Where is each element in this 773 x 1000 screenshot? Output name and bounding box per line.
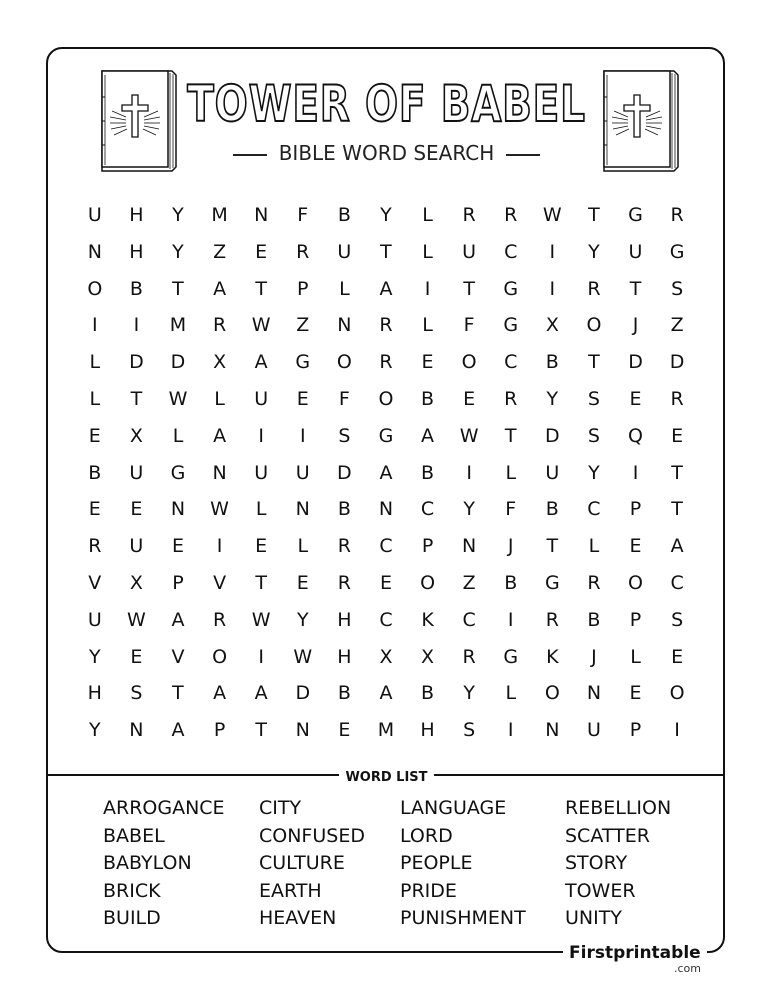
grid-cell[interactable]: R (337, 535, 351, 558)
grid-cell[interactable]: Y (463, 682, 475, 705)
grid-cell[interactable]: A (379, 461, 393, 484)
word-item: CONFUSED (259, 824, 365, 847)
grid-cell[interactable]: B (545, 351, 559, 374)
grid-cell[interactable]: C (462, 608, 476, 631)
brand-suffix: .com (674, 962, 701, 975)
word-item: LANGUAGE (400, 797, 507, 819)
grid-cell[interactable]: H (129, 240, 144, 263)
grid-cell[interactable]: A (254, 351, 268, 374)
grid-cell[interactable]: L (422, 314, 433, 337)
grid-cell[interactable]: O (420, 571, 436, 594)
grid-cell[interactable]: Y (463, 498, 475, 521)
grid-cell[interactable]: T (671, 498, 683, 521)
grid-cell[interactable]: C (670, 571, 684, 594)
grid-cell[interactable]: D (337, 461, 352, 484)
grid-cell[interactable]: U (545, 461, 560, 484)
grid-cell[interactable]: T (588, 351, 600, 374)
grid-cell[interactable]: Y (172, 204, 184, 226)
grid-cell[interactable]: E (130, 498, 143, 521)
grid-cell[interactable]: P (629, 719, 642, 742)
grid-cell[interactable]: Y (546, 387, 559, 410)
grid-cell[interactable]: O (336, 351, 352, 374)
grid-cell[interactable]: Y (588, 461, 600, 484)
grid-cell[interactable]: B (337, 682, 351, 705)
grid-cell[interactable]: E (88, 424, 101, 447)
grid-cell[interactable]: E (130, 645, 143, 668)
divider (506, 154, 540, 156)
grid-cell[interactable]: I (91, 314, 98, 337)
grid-cell[interactable]: I (133, 314, 140, 337)
grid-cell[interactable]: L (630, 645, 641, 668)
grid-cell[interactable]: L (172, 424, 184, 447)
grid-cell[interactable]: A (213, 682, 227, 705)
word-item: BABEL (103, 824, 165, 847)
letter-grid[interactable] (74, 199, 699, 751)
grid-cell[interactable]: E (255, 240, 268, 263)
grid-cell[interactable]: Q (628, 424, 643, 447)
grid-cell[interactable]: I (258, 645, 264, 668)
grid-cell[interactable]: R (545, 608, 559, 631)
word-column (259, 795, 365, 933)
grid-cell[interactable]: P (213, 719, 226, 742)
grid-cell[interactable]: P (629, 498, 642, 521)
grid-cell[interactable]: I (674, 719, 680, 742)
grid-cell[interactable]: E (338, 719, 351, 742)
grid-cell[interactable]: O (544, 682, 560, 705)
grid-cell[interactable]: D (170, 351, 186, 374)
grid-cell[interactable]: O (461, 351, 477, 374)
grid-cell[interactable]: J (507, 535, 514, 558)
grid-cell[interactable]: L (422, 204, 433, 226)
grid-cell[interactable]: P (629, 608, 642, 631)
grid-cell[interactable]: B (337, 204, 351, 226)
grid-cell[interactable]: T (172, 277, 184, 300)
grid-cell[interactable]: N (378, 498, 394, 521)
grid-cell[interactable]: G (544, 571, 560, 594)
grid-cell[interactable]: T (504, 424, 517, 447)
grid-cell[interactable]: Z (462, 571, 476, 594)
grid-cell[interactable]: T (546, 535, 559, 558)
page-subtitle (0, 140, 773, 166)
grid-cell[interactable]: I (632, 461, 639, 484)
word-item: PUNISHMENT (400, 907, 526, 930)
grid-cell[interactable]: O (87, 277, 103, 300)
grid-cell[interactable]: E (671, 424, 684, 447)
grid-cell[interactable]: U (87, 204, 102, 226)
grid-cell[interactable]: K (421, 608, 434, 631)
grid-cell[interactable]: R (587, 571, 601, 594)
grid-cell[interactable]: V (213, 571, 227, 594)
grid-cell[interactable]: T (172, 682, 184, 705)
grid-cell[interactable]: L (422, 240, 433, 263)
grid-cell[interactable]: F (338, 387, 350, 410)
grid-cell[interactable]: H (420, 719, 435, 742)
grid-cell[interactable]: I (507, 719, 514, 742)
grid-cell[interactable]: D (295, 682, 311, 705)
grid-cell[interactable]: L (89, 351, 101, 374)
grid-cell[interactable]: N (170, 498, 186, 521)
grid-cell[interactable]: O (212, 645, 228, 668)
grid-cell[interactable]: B (421, 387, 435, 410)
grid-cell[interactable]: Z (296, 314, 310, 337)
grid-cell[interactable]: U (586, 719, 601, 742)
grid-cell[interactable]: T (463, 277, 475, 300)
grid-cell[interactable]: Y (88, 719, 101, 742)
word-item: BABYLON (103, 852, 192, 875)
grid-cell[interactable]: U (254, 461, 269, 484)
grid-cell[interactable]: N (462, 535, 477, 558)
grid-cell[interactable]: A (213, 277, 227, 300)
grid-cell[interactable]: R (462, 645, 476, 668)
grid-cell[interactable]: G (378, 424, 394, 447)
grid-cell[interactable]: I (549, 240, 556, 263)
grid-cell[interactable]: G (295, 351, 311, 374)
grid-cell[interactable]: R (379, 351, 393, 374)
grid-cell[interactable]: T (255, 719, 267, 742)
grid-cell[interactable]: P (297, 277, 309, 300)
grid-cell[interactable]: A (670, 535, 684, 558)
word-item: UNITY (565, 907, 622, 930)
grid-cell[interactable]: S (463, 719, 476, 742)
word-item: CULTURE (259, 852, 345, 875)
grid-cell[interactable]: X (545, 314, 559, 337)
grid-cell[interactable]: W (126, 608, 146, 631)
grid-cell[interactable]: W (168, 387, 188, 410)
grid-cell[interactable]: N (254, 204, 269, 226)
grid-cell[interactable]: R (504, 387, 518, 410)
grid-cell[interactable]: G (503, 314, 519, 337)
word-item: REBELLION (565, 797, 672, 819)
grid-cell[interactable]: S (671, 608, 684, 631)
grid-cell[interactable]: L (505, 682, 517, 705)
grid-cell[interactable]: I (424, 277, 431, 300)
grid-cell[interactable]: T (130, 387, 143, 410)
word-item: SCATTER (565, 824, 650, 847)
grid-cell[interactable]: H (129, 204, 144, 226)
page-title: TOWER OF BABEL (187, 75, 586, 133)
grid-cell[interactable]: U (337, 240, 352, 263)
grid-cell[interactable]: U (254, 387, 269, 410)
grid-cell[interactable]: D (669, 351, 685, 374)
grid-cell[interactable]: E (255, 535, 268, 558)
grid-cell[interactable]: E (629, 387, 642, 410)
grid-cell[interactable]: M (169, 314, 187, 337)
word-item: PRIDE (400, 879, 457, 902)
grid-cell[interactable]: W (210, 498, 229, 521)
grid-cell[interactable]: L (214, 387, 225, 410)
grid-cell[interactable]: S (130, 682, 143, 705)
grid-cell[interactable]: W (293, 645, 313, 668)
word-item: BRICK (103, 879, 161, 902)
grid-cell[interactable]: B (88, 461, 102, 484)
grid-cell[interactable]: I (216, 535, 223, 558)
grid-cell[interactable]: B (587, 608, 601, 631)
word-item: ARROGANCE (103, 797, 225, 819)
subtitle-text: BIBLE WORD SEARCH (278, 141, 495, 165)
grid-cell[interactable]: S (587, 387, 600, 410)
grid-cell[interactable]: F (505, 498, 517, 521)
grid-cell[interactable]: T (588, 204, 600, 226)
grid-cell[interactable]: R (212, 314, 227, 337)
grid-cell[interactable]: A (421, 424, 435, 447)
grid-cell[interactable]: X (213, 351, 227, 374)
grid-cell[interactable]: E (296, 387, 309, 410)
grid-cell[interactable]: H (337, 608, 352, 631)
grid-cell[interactable]: X (421, 645, 435, 668)
grid-cell[interactable]: F (463, 314, 475, 337)
word-item: STORY (565, 852, 628, 875)
grid-cell[interactable]: L (89, 387, 101, 410)
word-column (103, 795, 225, 933)
grid-cell[interactable]: G (170, 461, 186, 484)
grid-cell[interactable]: S (338, 424, 351, 447)
grid-cell[interactable]: W (251, 314, 271, 337)
grid-cell[interactable]: D (129, 351, 144, 374)
grid-cell[interactable]: E (421, 351, 434, 374)
grid-cell[interactable]: E (463, 387, 476, 410)
grid-cell[interactable]: B (421, 682, 435, 705)
grid-cell[interactable]: Y (380, 204, 392, 226)
grid-cell[interactable]: C (379, 535, 393, 558)
grid-cell[interactable]: O (586, 314, 602, 337)
grid-cell[interactable]: M (377, 719, 395, 742)
grid-cell[interactable]: U (129, 461, 144, 484)
grid-cell[interactable]: E (671, 645, 684, 668)
word-item: EARTH (259, 879, 322, 902)
grid-cell[interactable]: J (591, 645, 597, 668)
grid-cell[interactable]: P (421, 535, 434, 558)
grid-cell[interactable]: W (459, 424, 479, 447)
word-item: TOWER (565, 879, 636, 902)
grid-cell[interactable]: T (255, 571, 267, 594)
grid-cell[interactable]: F (297, 204, 309, 226)
grid-cell[interactable]: N (129, 719, 144, 742)
grid-cell[interactable]: H (337, 645, 352, 668)
grid-cell[interactable]: U (295, 461, 310, 484)
grid-cell[interactable]: N (295, 498, 310, 521)
word-column (400, 795, 526, 933)
grid-cell[interactable]: N (337, 314, 352, 337)
grid-cell[interactable]: E (629, 535, 642, 558)
grid-cell[interactable]: D (628, 351, 643, 374)
grid-cell[interactable]: A (379, 682, 393, 705)
grid-cell[interactable]: N (586, 682, 602, 705)
grid-cell[interactable]: O (628, 571, 643, 594)
grid-cell[interactable]: W (251, 608, 271, 631)
grid-cell[interactable]: A (213, 424, 227, 447)
grid-cell[interactable]: T (380, 240, 392, 263)
grid-cell[interactable]: E (88, 498, 101, 521)
grid-cell[interactable]: W (542, 204, 562, 226)
grid-cell[interactable]: X (129, 571, 143, 594)
grid-cell[interactable]: I (549, 277, 556, 300)
grid-cell[interactable]: U (628, 240, 643, 263)
grid-cell[interactable]: G (503, 645, 519, 668)
grid-cell[interactable]: R (670, 387, 684, 410)
grid-cell[interactable]: M (211, 204, 228, 226)
grid-cell[interactable]: C (420, 498, 435, 521)
grid-cell[interactable]: K (546, 645, 559, 668)
grid-cell[interactable]: S (587, 424, 600, 447)
grid-cell[interactable]: L (297, 535, 309, 558)
grid-cell[interactable]: N (212, 461, 227, 484)
grid-cell[interactable]: H (87, 682, 102, 705)
grid-cell[interactable]: X (129, 424, 143, 447)
grid-cell[interactable]: C (504, 240, 518, 263)
grid-cell[interactable]: L (339, 277, 350, 300)
grid-cell[interactable]: O (378, 387, 394, 410)
grid-cell[interactable]: Z (213, 240, 227, 263)
grid-cell[interactable]: B (545, 498, 559, 521)
grid-cell[interactable]: R (88, 535, 102, 558)
grid-cell[interactable]: A (171, 608, 185, 631)
grid-cell[interactable]: C (587, 498, 601, 521)
grid-cell[interactable]: R (337, 571, 351, 594)
grid-cell[interactable]: U (87, 608, 102, 631)
grid-cell[interactable]: E (171, 535, 184, 558)
grid-cell[interactable]: R (462, 204, 476, 226)
grid-cell[interactable]: A (379, 277, 393, 300)
grid-cell[interactable]: B (504, 571, 518, 594)
grid-cell[interactable]: Y (88, 645, 101, 668)
grid-cell[interactable]: R (504, 204, 518, 226)
grid-cell[interactable]: I (258, 424, 264, 447)
grid-cell[interactable]: L (588, 535, 600, 558)
grid-cell[interactable]: Z (670, 314, 684, 337)
grid-cell[interactable]: U (129, 535, 144, 558)
word-item: PEOPLE (400, 852, 473, 875)
brand-logo: Firstprintable (563, 942, 707, 964)
grid-cell[interactable]: T (671, 461, 683, 484)
grid-cell[interactable]: A (254, 682, 268, 705)
grid-cell[interactable]: B (129, 277, 143, 300)
grid-cell[interactable]: B (337, 498, 351, 521)
grid-cell[interactable]: C (504, 351, 518, 374)
word-item: CITY (259, 797, 302, 819)
word-list (103, 795, 703, 935)
word-column (565, 795, 671, 933)
word-item: BUILD (103, 907, 161, 930)
grid-cell[interactable]: S (671, 277, 684, 300)
grid-cell[interactable]: J (632, 314, 639, 337)
grid-cell[interactable]: X (379, 645, 393, 668)
grid-cell[interactable]: Y (296, 608, 309, 631)
grid-cell[interactable]: R (379, 314, 393, 337)
grid-cell[interactable]: T (629, 277, 642, 300)
grid-cell[interactable]: G (503, 277, 519, 300)
grid-cell[interactable]: E (379, 571, 392, 594)
grid-cell[interactable]: T (255, 277, 267, 300)
grid-cell[interactable]: E (629, 682, 642, 705)
grid-cell[interactable]: Y (172, 240, 184, 263)
word-list-heading: WORD LIST (339, 770, 433, 785)
grid-cell[interactable]: E (296, 571, 309, 594)
grid-cell[interactable]: D (545, 424, 560, 447)
grid-cell[interactable]: U (462, 240, 477, 263)
grid-cell[interactable]: R (587, 277, 601, 300)
grid-cell[interactable]: R (670, 204, 684, 226)
grid-cell[interactable]: V (88, 571, 102, 594)
grid-cell[interactable]: R (212, 608, 227, 631)
grid-cell[interactable]: L (505, 461, 517, 484)
grid-cell[interactable]: B (421, 461, 435, 484)
grid-cell[interactable]: C (379, 608, 393, 631)
grid-cell[interactable]: O (669, 682, 685, 705)
grid-cell[interactable]: Y (588, 240, 600, 263)
grid-cell[interactable]: A (171, 719, 185, 742)
grid-cell[interactable]: G (669, 240, 685, 263)
grid-cell[interactable]: N (295, 719, 310, 742)
grid-cell[interactable]: I (507, 608, 514, 631)
grid-cell[interactable]: L (255, 498, 267, 521)
grid-cell[interactable]: I (299, 424, 306, 447)
word-item: HEAVEN (259, 907, 337, 930)
grid-cell[interactable]: V (171, 645, 185, 668)
grid-cell[interactable]: N (545, 719, 560, 742)
grid-cell[interactable]: R (296, 240, 310, 263)
grid-cell[interactable]: N (87, 240, 102, 263)
grid-cell[interactable]: G (628, 204, 643, 226)
grid-cell[interactable]: I (466, 461, 472, 484)
divider (233, 154, 267, 156)
word-item: LORD (400, 824, 453, 847)
grid-cell[interactable]: P (172, 571, 184, 594)
